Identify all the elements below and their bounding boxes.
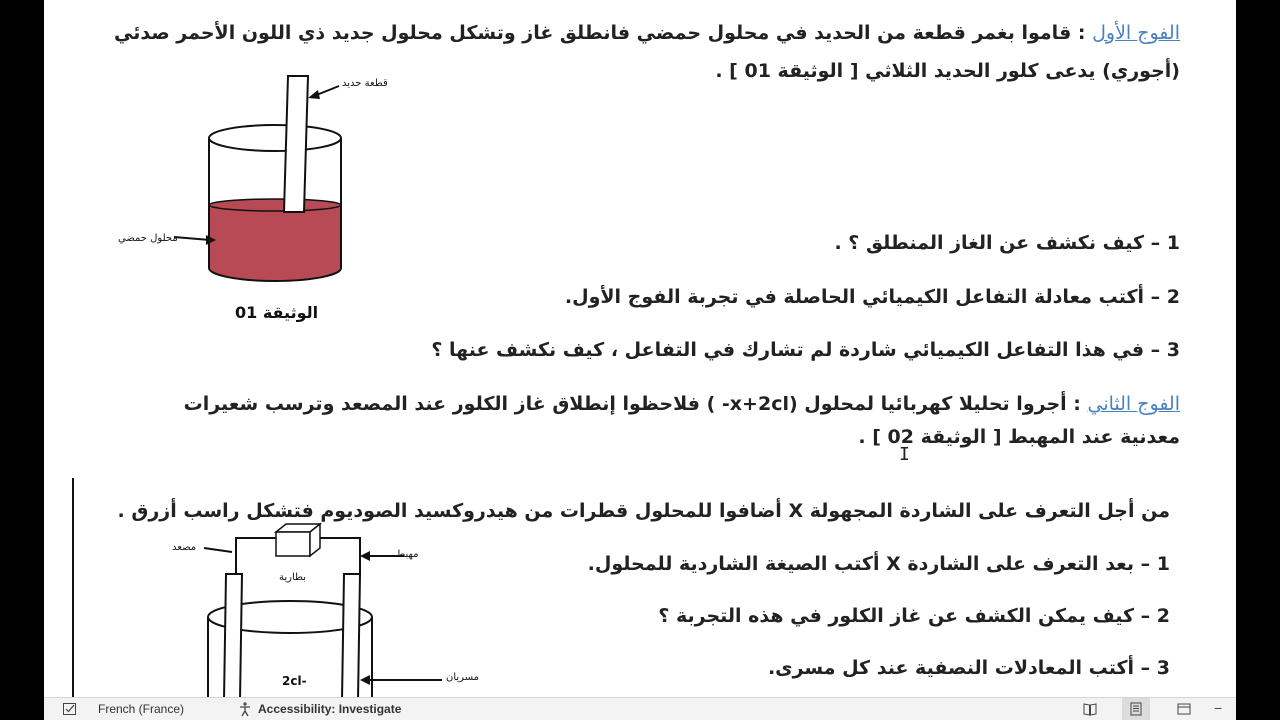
group2-line1-text: : أجروا تحليلا كهربائيا لمحلول (x+2cl- ) فلاحظوا إنطلاق غاز الكلور عند المصعد وترسب شعيرات [183, 393, 1088, 415]
document-page[interactable] [44, 0, 1236, 697]
intro2: من أجل التعرف على الشاردة المجهولة X أضافوا للمحلول قطرات من هيدروكسيد الصوديوم فتشكل راسب أزرق . [117, 500, 1170, 522]
print-layout-icon [1128, 701, 1144, 717]
status-bar [44, 697, 1236, 720]
read-mode-icon[interactable] [1082, 701, 1098, 717]
doc1-caption: الوثيقة 01 [235, 303, 319, 322]
doc1-acid-label: محلول حمضي [118, 233, 178, 244]
proofing-icon[interactable] [62, 701, 78, 717]
doc2-electrode-label: مسريان [446, 672, 479, 683]
language-status[interactable]: French (France) [98, 702, 185, 716]
group1-line1-text: : قاموا بغمر قطعة من الحديد في محلول حمضي فانطلق غاز وتشكل محلول جديد ذي اللون الأحمر صدئي [113, 22, 1093, 44]
doc2-electrolyte-label: 2cl- [282, 674, 307, 688]
accessibility-icon[interactable] [237, 701, 253, 717]
zoom-minus[interactable]: − [1214, 700, 1223, 716]
question2-1: 1 – بعد التعرف على الشاردة X أكتب الصيغة الشاردية للمحلول. [587, 553, 1170, 575]
group2-heading: الفوج الثاني [1087, 393, 1180, 415]
group1-line1 [114, 22, 1180, 44]
question1-2: 2 – أكتب معادلة التفاعل الكيميائي الحاصلة في تجربة الفوج الأول. [564, 286, 1180, 308]
group1-heading: الفوج الأول [1092, 22, 1180, 44]
question2-2: 2 – كيف يمكن الكشف عن غاز الكلور في هذه التجربة ؟ [658, 605, 1170, 627]
accessibility-status[interactable]: Accessibility: Investigate [258, 702, 402, 716]
doc2-figure [44, 0, 45, 1]
doc2-cathode-label: مهبط [396, 549, 419, 560]
left-margin [0, 0, 44, 720]
text-cursor: I [899, 444, 910, 465]
doc1-iron-label: قطعة حديد [342, 78, 388, 89]
group2-line1 [184, 393, 1180, 415]
group1-line2: (أجوري) يدعى كلور الحديد الثلاثي [ الوثيقة 01 ] . [715, 60, 1180, 82]
question1-3: 3 – في هذا التفاعل الكيميائي شاردة لم تشارك في التفاعل ، كيف نكشف عنها ؟ [431, 339, 1180, 361]
doc2-battery-label: بطارية [279, 572, 307, 583]
group2-line2: معدنية عند المهبط [ الوثيقة 02 ] . [858, 426, 1180, 448]
right-margin [1236, 0, 1280, 720]
web-layout-icon[interactable] [1176, 701, 1192, 717]
margin-bar [72, 478, 74, 697]
doc2-anode-label: مصعد [172, 542, 197, 553]
print-layout-button[interactable] [1122, 698, 1150, 720]
question2-3: 3 – أكتب المعادلات النصفية عند كل مسرى. [767, 657, 1170, 679]
question1-1: 1 – كيف نكشف عن الغاز المنطلق ؟ . [834, 232, 1180, 254]
